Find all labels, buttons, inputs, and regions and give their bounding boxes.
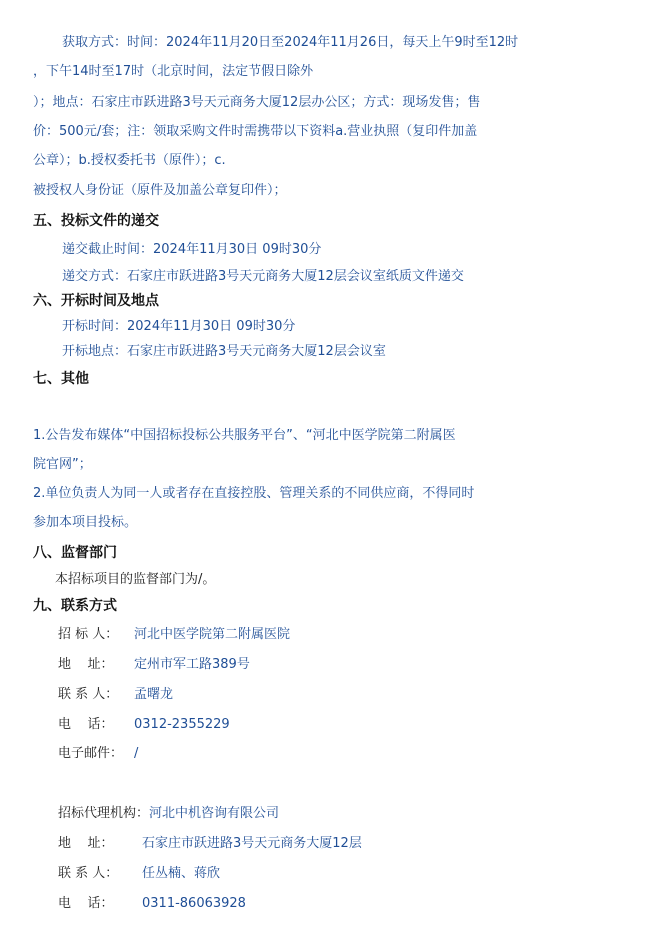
contact-value: /	[134, 746, 139, 761]
agency-row-name	[58, 805, 279, 823]
supervision-text: 本招标项目的监督部门为/。	[55, 572, 216, 587]
section-9-heading: 九、联系方式	[33, 598, 117, 614]
obtain-line-3: ）；地点：石家庄市跃进路3号天元商务大厦12层办公区；方式：现场发售；售	[33, 95, 481, 110]
opening-place: 开标地点：石家庄市跃进路3号天元商务大厦12层会议室	[62, 344, 386, 359]
contact-label: 电 话：	[58, 717, 114, 732]
contact-label: 电 话：	[58, 896, 114, 911]
contact-row-email	[58, 745, 138, 763]
obtain-line-6: 被授权人身份证（原件及加盖公章复印件）；	[33, 183, 287, 198]
agency-row-phone	[58, 895, 246, 913]
section-7-heading: 七、其他	[33, 371, 89, 387]
obtain-line-4: 价：500元/套；注：领取采购文件时需携带以下资料a.营业执照（复印件加盖	[33, 124, 478, 139]
opening-time: 开标时间：2024年11月30日 09时30分	[62, 319, 296, 334]
contact-row-phone	[58, 716, 230, 734]
contact-label: 联 系 人：	[58, 866, 119, 881]
contact-value: 石家庄市跃进路3号天元商务大厦12层	[142, 836, 362, 851]
obtain-line-1: 获取方式：时间：2024年11月20日至2024年11月26日，每天上午9时至12时	[62, 35, 519, 50]
other-item-1-line-2: 院官网”；	[33, 457, 92, 472]
section-5-heading: 五、投标文件的递交	[33, 213, 159, 229]
agency-row-address	[58, 835, 362, 853]
agency-row-person	[58, 865, 220, 883]
section-8-heading: 八、监督部门	[33, 545, 117, 561]
contact-row-person	[58, 686, 173, 704]
contact-label: 电子邮件：	[58, 746, 124, 761]
contact-value: 0312-2355229	[134, 717, 230, 732]
contact-label: 联 系 人：	[58, 687, 119, 702]
contact-value: 定州市军工路389号	[134, 657, 250, 672]
contact-value: 河北中机咨询有限公司	[149, 806, 280, 821]
obtain-line-2: ，下午14时至17时（北京时间，法定节假日除外	[33, 64, 314, 79]
contact-row-bidder	[58, 626, 290, 644]
contact-label: 招 标 人：	[58, 627, 119, 642]
submission-method: 递交方式：石家庄市跃进路3号天元商务大厦12层会议室纸质文件递交	[62, 269, 464, 284]
other-item-2-line-1: 2.单位负责人为同一人或者存在直接控股、管理关系的不同供应商，不得同时	[33, 486, 475, 501]
section-6-heading: 六、开标时间及地点	[33, 293, 159, 309]
contact-label: 地 址：	[58, 836, 114, 851]
submission-deadline: 递交截止时间：2024年11月30日 09时30分	[62, 242, 322, 257]
contact-label: 招标代理机构：	[58, 806, 150, 821]
contact-value: 孟曙龙	[134, 687, 174, 702]
contact-value: 河北中医学院第二附属医院	[134, 627, 291, 642]
contact-value: 任丛楠、蒋欣	[142, 866, 221, 881]
obtain-line-5: 公章）；b.授权委托书（原件）；c.	[33, 153, 226, 168]
other-item-1-line-1: 1.公告发布媒体“中国招标投标公共服务平台”、“河北中医学院第二附属医	[33, 428, 456, 443]
contact-label: 地 址：	[58, 657, 114, 672]
other-item-2-line-2: 参加本项目投标。	[33, 515, 138, 530]
contact-row-address	[58, 656, 250, 674]
contact-value: 0311-86063928	[142, 896, 246, 911]
